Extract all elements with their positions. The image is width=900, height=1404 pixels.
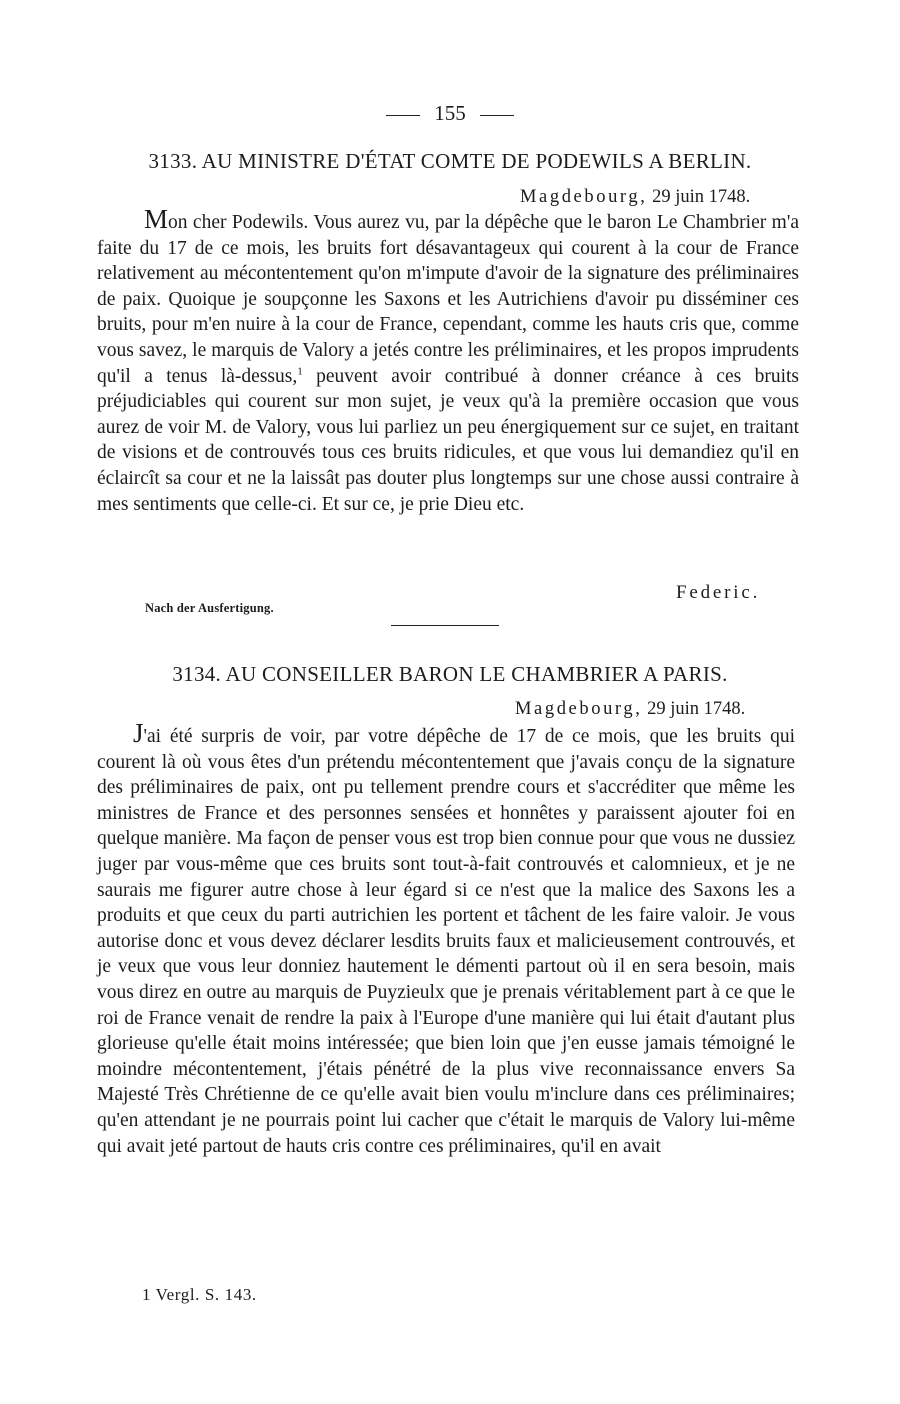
footnote-number: 1: [142, 1285, 152, 1304]
body-text-part1: on cher Podewils. Vous aurez vu, par la dépêche que le baron Le Chambrier m'a faite du 17 de ce mois, les bruits fort désavantageux qui courent à la cour de France relativement au mécontentement qu'on m'impute d'avoir de la signature des préliminaires de paix. Quoique je soupçonne les Saxons et les Autrichiens d'avoir pu disséminer ces bruits, pour m'en nuire à la cour de France, cependant, comme les hauts cris que, comme vous savez, le marquis de Valory a jetés contre les préliminaires, et les propos imprudents qu'il a tenus là-dessus,: [97, 212, 799, 387]
page-header: [0, 98, 900, 128]
header-rule-right: [480, 115, 514, 116]
section-divider: [391, 625, 499, 626]
letter-3134-dateline: [515, 698, 745, 720]
letter-3134-title: 3134. AU CONSEILLER BARON LE CHAMBRIER A PARIS.: [172, 662, 728, 686]
page-number: 155: [434, 101, 466, 125]
dateline-place: Magdebourg,: [520, 187, 648, 207]
body-text-part2: peuvent avoir contribué à donner créance à ces bruits préjudiciables qui courent sur mon sujet, je veux qu'à la première occasion que vous aurez de voir M. de Valory, vous lui parliez un peu énergiquement sur ce sujet, en traitant de visions et de controuvés tous ces bruits ridicules, et que vous lui demandiez qu'il en éclaircît sa cour et ne la laissât pas douter plus longtemps sur une chose aussi contraire à mes sentiments que celle-ci. Et sur ce, je prie Dieu etc.: [97, 365, 799, 515]
footnote-ref: 1: [297, 365, 303, 378]
opening-initial: J: [133, 718, 144, 748]
footnote: [142, 1284, 257, 1306]
body-text: 'ai été surpris de voir, par votre dépêche de 17 de ce mois, que les bruits qui courent là où vous êtes d'un prétendu mécontentement que j'avais conçu de la signature des préliminaires de paix, ont pu tellement prendre cours et s'accréditer que même les ministres de France et des personnes sensées et honnêtes y paraissent ajouter foi en quelque manière. Ma façon de penser vous est trop bien connue pour que vous ne dussiez juger par vous-même que ces bruits sont tout-à-fait controuvés et calomnieux, et je ne saurais me figurer autre chose à leur égard si ce n'est que la malice des Saxons les a produits et que ceux du parti autrichien les portent et tâchent de les faire valoir. Je vous autorise donc et vous devez déclarer lesdits bruits faux et malicieusement controuvés, et je veux que vous leur donniez hautement le démenti partout où il en sera besoin, mais vous direz en outre au marquis de Puyzieulx que je prenais véritablement part à ce que le roi de France venait de rendre la paix à l'Europe d'une manière qui lui était d'autant plus glorieuse qu'elle était moins intéressée; que bien loin que j'en eusse jamais témoigné le moindre mécontentement, j'étais pénétré de la plus vive reconnaissance envers Sa Majesté Très Chrétienne de ce qu'elle avait bien voulu m'inclure dans ces préliminaires; qu'en attendant je ne pourrais point lui cacher que c'était le marquis de Valory lui-même qui avait jeté partout de hauts cris contre ces préliminaires, qu'il en avait: [97, 726, 795, 1157]
letter-3133-title: 3133. AU MINISTRE D'ÉTAT COMTE DE PODEWILS A BERLIN.: [148, 149, 752, 173]
letter-3133-dateline: [520, 186, 750, 208]
dateline-date: 29 juin 1748.: [647, 699, 746, 719]
dateline-date: 29 juin 1748.: [652, 187, 751, 207]
footnote-text: Vergl. S. 143.: [155, 1285, 257, 1304]
dateline-place: Magdebourg,: [515, 699, 643, 719]
letter-3134-body: [97, 718, 795, 1159]
header-rule-left: [386, 115, 420, 116]
opening-initial: M: [144, 204, 169, 234]
signature: Federic.: [676, 582, 761, 603]
source-note: Nach der Ausfertigung.: [145, 601, 274, 615]
letter-3133-body: [97, 204, 799, 517]
